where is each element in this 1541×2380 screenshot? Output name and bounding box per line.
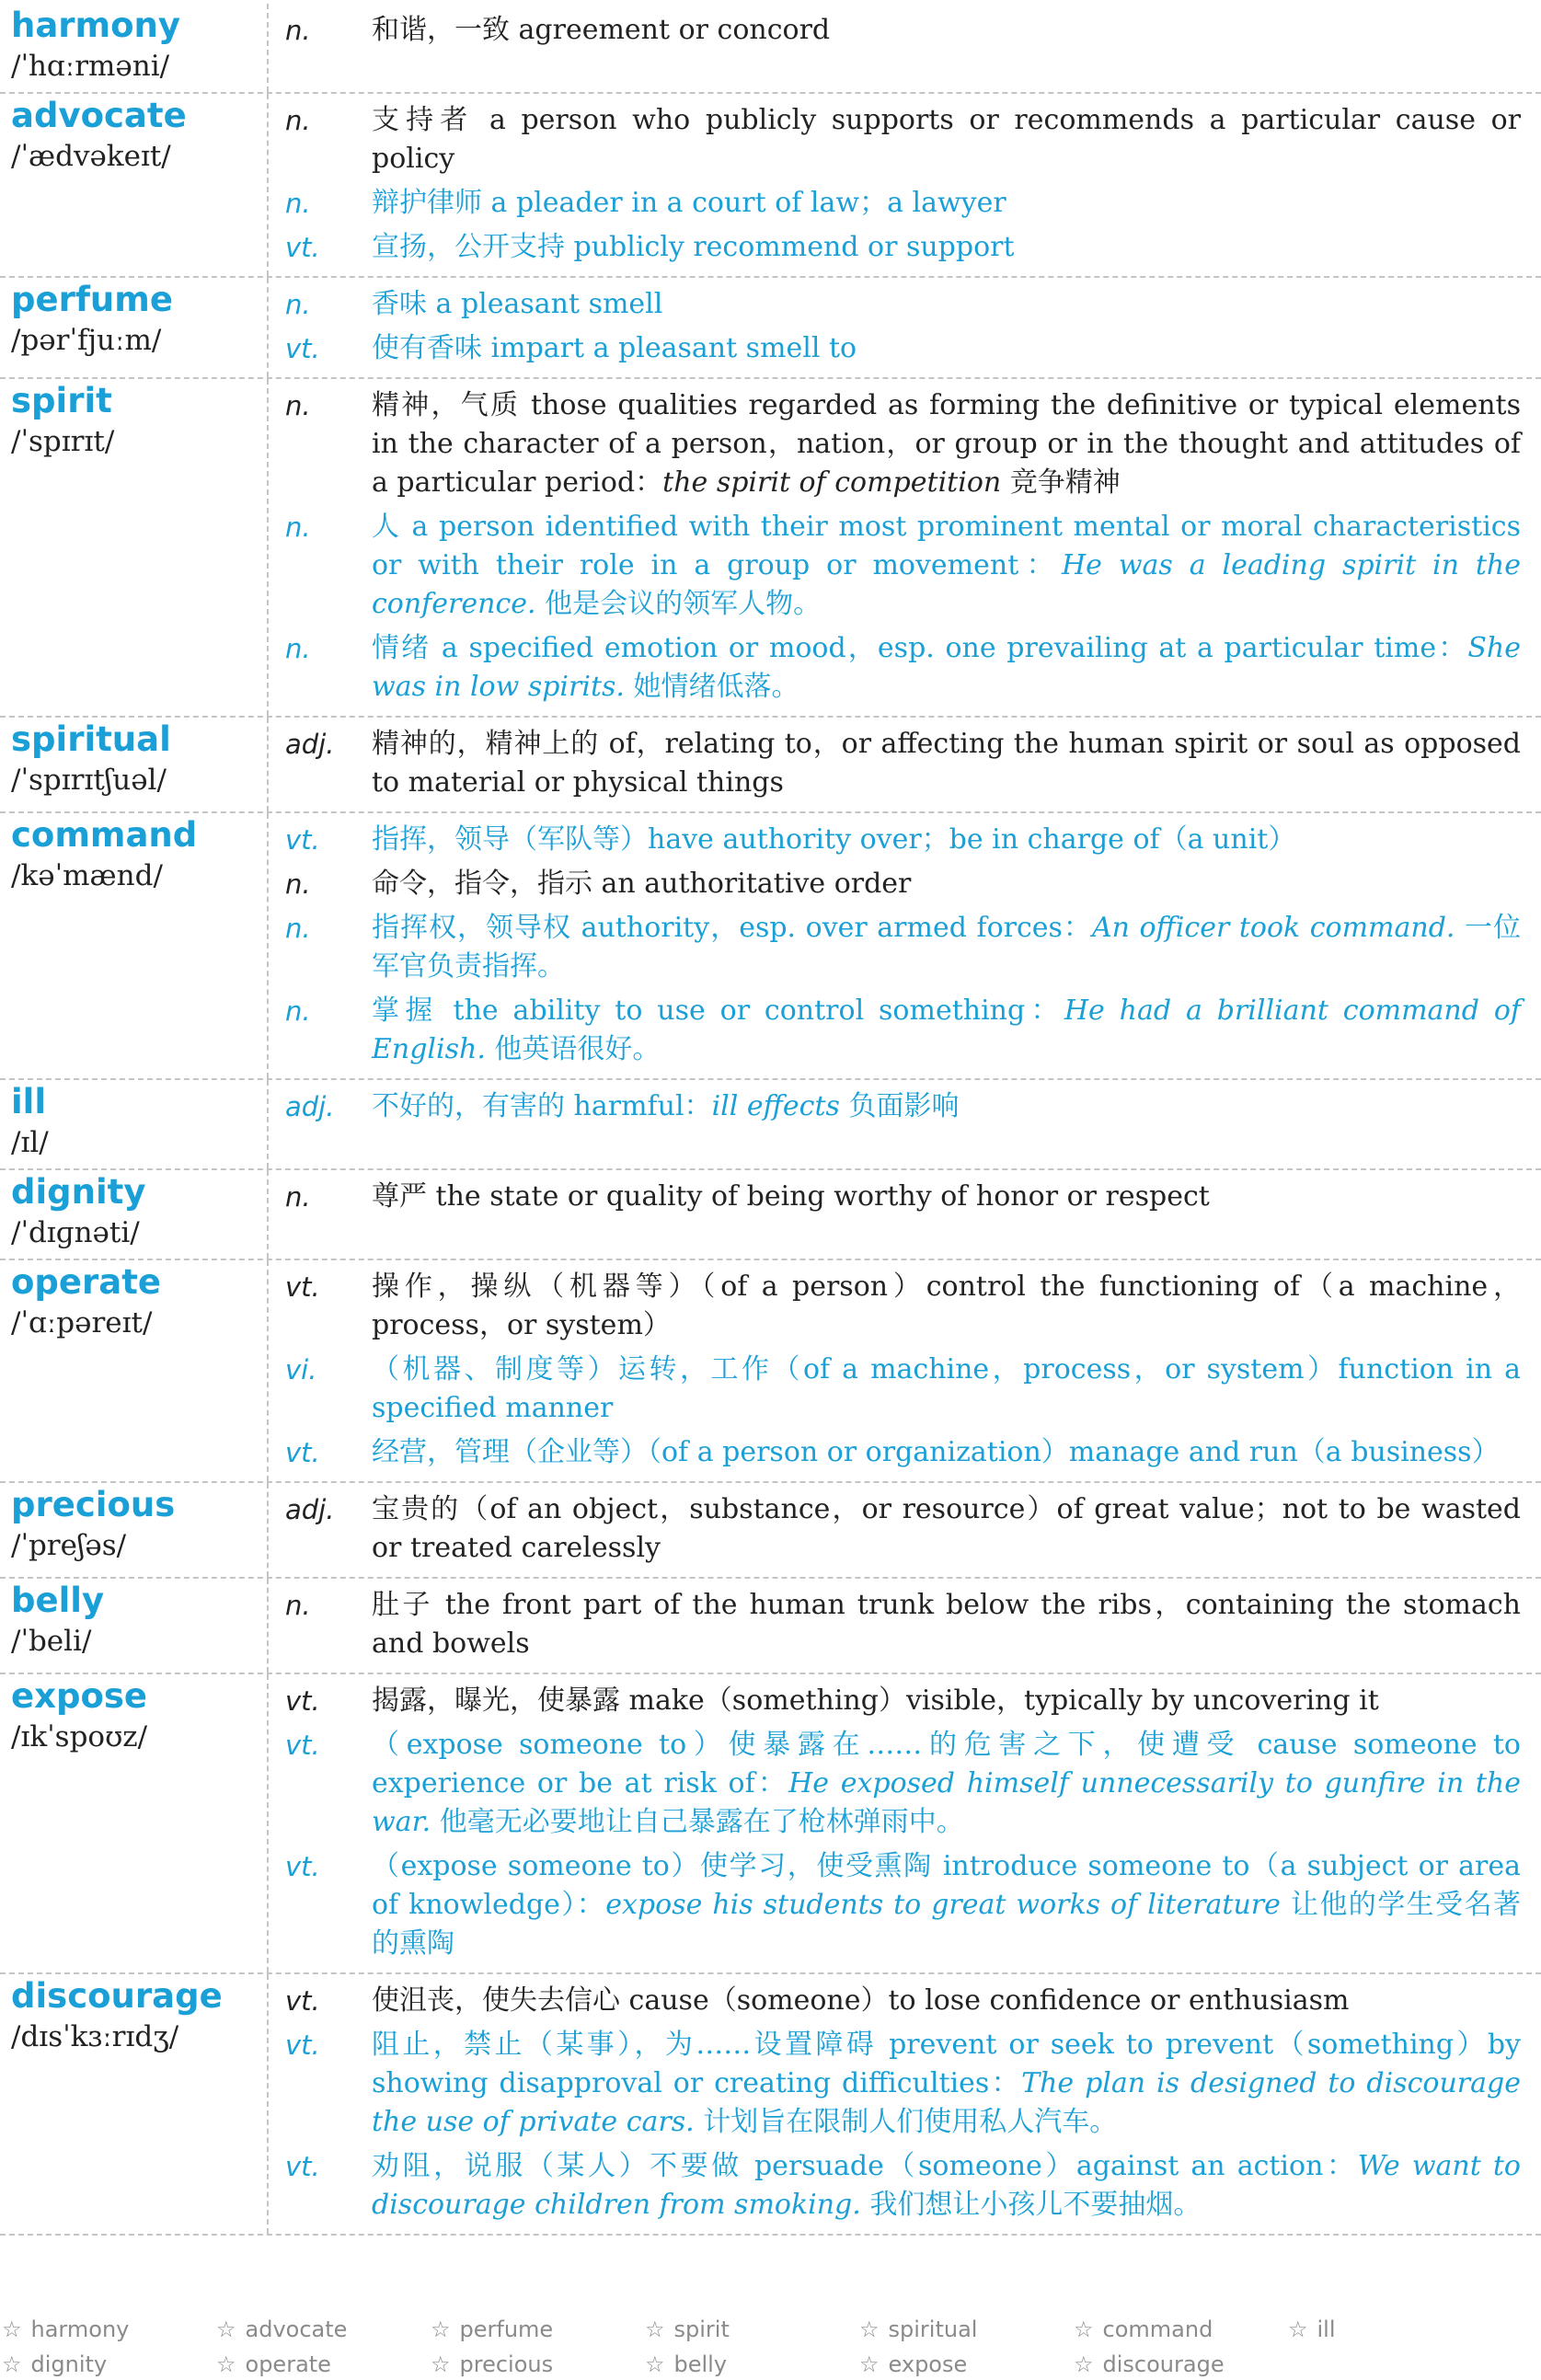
index-label: ill (1317, 2317, 1336, 2342)
part-of-speech: n. (285, 995, 311, 1027)
sense (285, 1726, 1521, 1842)
entry-advocate (0, 94, 1541, 278)
part-of-speech: vt. (285, 333, 320, 364)
headword: spiritual (11, 719, 171, 759)
definition-fragment: 指挥权，领导权 authority，esp. over armed forces： (372, 912, 1092, 944)
definition-fragment: 操作，操纵（机器等）（of a person）control the functioning of（a machine，process，or system） (372, 1270, 1521, 1341)
star-icon: ☆ (2, 2351, 22, 2377)
definition-fragment: 宣扬，公开支持 publicly recommend or support (372, 231, 1015, 263)
index-label: perfume (459, 2317, 554, 2342)
sense (285, 1586, 1521, 1663)
definition-text (372, 228, 1521, 267)
sense (285, 1682, 1521, 1720)
part-of-speech: vt. (285, 1437, 320, 1468)
headword: perfume (11, 280, 173, 319)
definition-fragment: 指挥，领导（军队等）have authority over；be in charge of（a unit） (372, 823, 1296, 856)
definition-fragment: 人 a person identified with their most prominent mental or moral characteristics or with their role in a group or movement： (372, 511, 1521, 581)
sense (285, 228, 1521, 267)
definition-fragment: 辩护律师 a pleader in a court of law；a lawyer (372, 187, 1006, 219)
star-icon: ☆ (431, 2317, 451, 2342)
definition-fragment: 肚子 the front part of the human trunk below the ribs，containing the stomach and bowels (372, 1589, 1521, 1660)
index-label: expose (888, 2351, 968, 2377)
definition-text (372, 909, 1521, 986)
definition-text (372, 1726, 1521, 1842)
definition-fragment: （expose someone to）使学习，使受熏陶 introduce someone to（a subject or area of knowledge）： (372, 1850, 1521, 1921)
definition-text (372, 1847, 1521, 1963)
definitions (269, 1080, 1541, 1168)
index-label: advocate (245, 2317, 348, 2342)
part-of-speech: vt. (285, 1271, 320, 1303)
definition-fragment: 命令，指令，指示 an authoritative order (372, 868, 912, 900)
sense (285, 629, 1521, 707)
headword: operate (11, 1262, 161, 1302)
definitions (269, 718, 1541, 811)
definitions (269, 1260, 1541, 1481)
index-label: operate (245, 2351, 331, 2377)
definition-text (372, 11, 1521, 50)
entry-head (0, 1974, 269, 2234)
definition-text (372, 285, 1521, 324)
entry-head (0, 1260, 269, 1481)
entry-head (0, 1579, 269, 1673)
entry-head (0, 4, 269, 92)
definition-fragment: 劝阻，说服（某人）不要做 persuade（someone）against an action： (372, 2150, 1358, 2182)
definition-text (372, 1433, 1521, 1472)
part-of-speech: vt. (285, 232, 320, 263)
definitions (269, 1974, 1541, 2234)
index-item[interactable] (1072, 2314, 1286, 2345)
part-of-speech: n. (285, 105, 311, 136)
part-of-speech: adj. (285, 1091, 335, 1122)
definition-fragment: 香味 a pleasant smell (372, 288, 663, 320)
definition-fragment: 让他的学生受名著的熏陶 (372, 1889, 1522, 1960)
definitions (269, 1483, 1541, 1577)
sense (285, 821, 1521, 859)
pronunciation: /ˈspɪrɪtʃuəl/ (11, 764, 167, 797)
definition-fragment: 揭露，曝光，使暴露 make（something）visible，typically by uncovering it (372, 1684, 1379, 1717)
definition-text (372, 1087, 1521, 1126)
pronunciation: /ˈspɪrɪt/ (11, 425, 115, 458)
index-label: precious (459, 2351, 554, 2377)
example-phrase: He was a leading spirit in the conference. (372, 549, 1521, 620)
example-phrase: She was in low spirits. (372, 632, 1521, 703)
example-phrase: He exposed himself unnecessarily to gunfire in the war. (372, 1767, 1522, 1838)
pronunciation: /ɪl/ (11, 1126, 49, 1159)
definition-fragment: 情绪 a specified emotion or mood，esp. one prevailing at a particular time： (372, 632, 1468, 664)
star-icon: ☆ (216, 2317, 236, 2342)
definitions (269, 1170, 1541, 1259)
index-item[interactable] (214, 2349, 429, 2380)
star-icon: ☆ (859, 2317, 880, 2342)
definition-fragment: 阻止，禁止（某事），为……设置障碍 prevent or seek to prevent（something）by showing disapproval or creating difficulties： (372, 2029, 1521, 2099)
sense (285, 1490, 1521, 1568)
example-phrase: An officer took command. (1091, 912, 1455, 944)
part-of-speech: n. (285, 188, 311, 219)
headword: advocate (11, 96, 187, 135)
pronunciation: /ˈɑːpəreɪt/ (11, 1306, 153, 1339)
definition-text (372, 992, 1521, 1069)
definition-fragment: 使有香味 impart a pleasant smell to (372, 332, 857, 364)
headword: belly (11, 1581, 105, 1620)
definitions (269, 1579, 1541, 1673)
star-icon: ☆ (1288, 2317, 1308, 2342)
part-of-speech: n. (285, 390, 311, 421)
star-icon: ☆ (645, 2351, 665, 2377)
entry-head (0, 379, 269, 716)
star-icon: ☆ (431, 2351, 451, 2377)
sense (285, 2026, 1521, 2142)
definition-fragment: 不好的，有害的 harmful： (372, 1090, 712, 1122)
example-phrase: expose his students to great works of literature (605, 1889, 1281, 1921)
index-label: belly (673, 2351, 728, 2377)
example-phrase: The plan is designed to discourage the use of private cars. (372, 2067, 1521, 2138)
word-index (0, 2314, 1541, 2380)
star-icon: ☆ (859, 2351, 880, 2377)
definition-fragment: 竞争精神 (1001, 466, 1121, 499)
index-label: dignity (30, 2351, 108, 2377)
entry-command (0, 813, 1541, 1080)
entry-head (0, 718, 269, 811)
pronunciation: /ˈædvəkeɪt/ (11, 140, 171, 173)
index-item[interactable] (643, 2349, 857, 2380)
definitions (269, 94, 1541, 276)
example-phrase: ill effects (711, 1090, 840, 1122)
definition-fragment: 经营，管理（企业等）（of a person or organization）manage and run（a business） (372, 1436, 1500, 1468)
index-item[interactable] (0, 2314, 214, 2345)
star-icon: ☆ (645, 2317, 665, 2342)
definition-fragment: 他是会议的领军人物。 (535, 588, 822, 620)
part-of-speech: vt. (285, 1685, 320, 1717)
sense (285, 1982, 1521, 2020)
definition-fragment: 负面影响 (839, 1090, 960, 1122)
part-of-speech: vt. (285, 1730, 320, 1761)
entry-precious (0, 1483, 1541, 1579)
definition-text (372, 1586, 1521, 1663)
example-phrase: the spirit of competition (662, 466, 1002, 499)
pronunciation: /ˈpreʃəs/ (11, 1529, 127, 1562)
headword: expose (11, 1676, 147, 1716)
definition-fragment: 掌握 the ability to use or control something： (372, 995, 1064, 1027)
pronunciation: /dɪsˈkɜːrɪdʒ/ (11, 2020, 179, 2053)
definition-fragment: 她情绪低落。 (624, 671, 799, 703)
part-of-speech: vt. (285, 824, 320, 856)
entry-belly (0, 1579, 1541, 1674)
sense (285, 1178, 1521, 1216)
headword: discourage (11, 1976, 223, 2016)
entry-ill (0, 1080, 1541, 1170)
sense (285, 184, 1521, 223)
star-icon: ☆ (1074, 2351, 1094, 2377)
definition-fragment: 他毫无必要地让自己暴露在了枪林弹雨中。 (431, 1806, 964, 1838)
definition-fragment: （expose someone to）使暴露在……的危害之下，使遭受 cause someone to experience or be at risk of： (372, 1729, 1521, 1799)
definition-text (372, 2147, 1521, 2225)
headword: dignity (11, 1172, 146, 1212)
part-of-speech: vi. (285, 1354, 317, 1385)
part-of-speech: n. (285, 1181, 311, 1213)
example-phrase: We want to discourage children from smoking. (372, 2150, 1521, 2221)
sense (285, 992, 1521, 1069)
sense (285, 1847, 1521, 1963)
pronunciation: /ˈhɑːrməni/ (11, 50, 170, 83)
sense (285, 1268, 1521, 1345)
sense (285, 725, 1521, 802)
definition-fragment: 我们想让小孩儿不要抽烟。 (860, 2189, 1202, 2221)
sense (285, 11, 1521, 50)
index-item[interactable] (0, 2349, 214, 2380)
entry-head (0, 1080, 269, 1168)
definition-fragment: （机器、制度等）运转，工作（of a machine，process，or system）function in a specified manner (372, 1353, 1521, 1424)
part-of-speech: adj. (285, 729, 335, 760)
definition-text (372, 1268, 1521, 1345)
index-item[interactable] (857, 2314, 1072, 2345)
definitions (269, 1674, 1541, 1972)
definition-fragment: 使沮丧，使失去信心 cause（someone）to lose confidence or enthusiasm (372, 1984, 1350, 2017)
star-icon: ☆ (2, 2317, 22, 2342)
definition-text (372, 508, 1521, 624)
definition-text (372, 184, 1521, 223)
definition-fragment: 尊严 the state or quality of being worthy of honor or respect (372, 1180, 1210, 1213)
sense (285, 865, 1521, 903)
pronunciation: /kəˈmænd/ (11, 859, 163, 892)
definitions (269, 379, 1541, 716)
definitions (269, 278, 1541, 377)
star-icon: ☆ (216, 2351, 236, 2377)
definition-text (372, 329, 1521, 368)
index-item[interactable] (214, 2314, 429, 2345)
part-of-speech: adj. (285, 1494, 335, 1525)
entry-harmony (0, 0, 1541, 94)
part-of-speech: vt. (285, 1851, 320, 1882)
entry-spirit (0, 379, 1541, 718)
definition-text (372, 865, 1521, 903)
entry-dignity (0, 1170, 1541, 1260)
part-of-speech: n. (285, 633, 311, 664)
part-of-speech: n. (285, 913, 311, 944)
entry-spiritual (0, 718, 1541, 813)
sense (285, 386, 1521, 502)
index-item[interactable] (857, 2349, 1072, 2380)
definitions (269, 813, 1541, 1078)
sense (285, 1433, 1521, 1472)
definition-text (372, 1682, 1521, 1720)
sense (285, 1351, 1521, 1428)
headword: command (11, 815, 198, 855)
index-item[interactable] (429, 2314, 643, 2345)
index-item[interactable] (1286, 2314, 1501, 2345)
definition-text (372, 725, 1521, 802)
part-of-speech: vt. (285, 2029, 320, 2061)
pronunciation: /ˈdɪɡnəti/ (11, 1216, 140, 1249)
headword: ill (11, 1082, 47, 1121)
index-item[interactable] (1072, 2349, 1286, 2380)
part-of-speech: n. (285, 512, 311, 543)
index-item[interactable] (643, 2314, 857, 2345)
entry-head (0, 1483, 269, 1577)
definition-text (372, 101, 1521, 178)
sense (285, 285, 1521, 324)
index-item[interactable] (429, 2349, 643, 2380)
part-of-speech: n. (285, 15, 311, 46)
entry-expose (0, 1674, 1541, 1974)
index-label: discourage (1102, 2351, 1225, 2377)
pronunciation: /ɪkˈspoʊz/ (11, 1720, 148, 1753)
definition-fragment: 精神的，精神上的 of，relating to，or affecting the human spirit or soul as opposed to material or physical things (372, 728, 1521, 799)
definition-fragment: 宝贵的（of an object，substance，or resource）of great value；not to be wasted or treated carelessly (372, 1493, 1521, 1564)
part-of-speech: vt. (285, 2151, 320, 2182)
entry-head (0, 813, 269, 1078)
definitions (269, 4, 1541, 92)
definition-text (372, 1982, 1521, 2020)
pronunciation: /pərˈfjuːm/ (11, 324, 162, 357)
definition-fragment: 支持者 a person who publicly supports or recommends a particular cause or policy (372, 104, 1521, 175)
sense (285, 909, 1521, 986)
definition-fragment: 和谐，一致 agreement or concord (372, 14, 831, 46)
part-of-speech: vt. (285, 1985, 320, 2017)
index-label: command (1102, 2317, 1213, 2342)
entry-head (0, 1170, 269, 1259)
definition-fragment: 计划旨在限制人们使用私人汽车。 (694, 2106, 1118, 2138)
definition-text (372, 821, 1521, 859)
part-of-speech: n. (285, 868, 311, 900)
definition-text (372, 629, 1521, 707)
definition-text (372, 1178, 1521, 1216)
sense (285, 2147, 1521, 2225)
star-icon: ☆ (1074, 2317, 1094, 2342)
entry-head (0, 94, 269, 276)
entry-discourage (0, 1974, 1541, 2236)
index-label: harmony (30, 2317, 130, 2342)
sense (285, 508, 1521, 624)
example-phrase: He had a brilliant command of English. (372, 995, 1521, 1065)
definition-text (372, 2026, 1521, 2142)
definition-text (372, 1490, 1521, 1568)
entry-head (0, 278, 269, 377)
sense (285, 1087, 1521, 1126)
definition-text (372, 1351, 1521, 1428)
entry-head (0, 1674, 269, 1972)
definition-fragment: 精神，气质 those qualities regarded as forming the definitive or typical elements in the character of a person，nation，or group or in the thought and attitudes of a particular period： (372, 389, 1521, 499)
definition-text (372, 386, 1521, 502)
sense (285, 329, 1521, 368)
entry-operate (0, 1260, 1541, 1483)
headword: spirit (11, 381, 112, 420)
index-label: spirit (673, 2317, 730, 2342)
entry-perfume (0, 278, 1541, 379)
definition-fragment: 一位军官负责指挥。 (372, 912, 1522, 983)
definition-fragment: 他英语很好。 (485, 1033, 661, 1065)
sense (285, 101, 1521, 178)
headword: precious (11, 1485, 176, 1524)
part-of-speech: n. (285, 289, 311, 320)
index-label: spiritual (888, 2317, 978, 2342)
part-of-speech: n. (285, 1590, 311, 1621)
pronunciation: /ˈbeli/ (11, 1625, 92, 1658)
headword: harmony (11, 6, 180, 45)
